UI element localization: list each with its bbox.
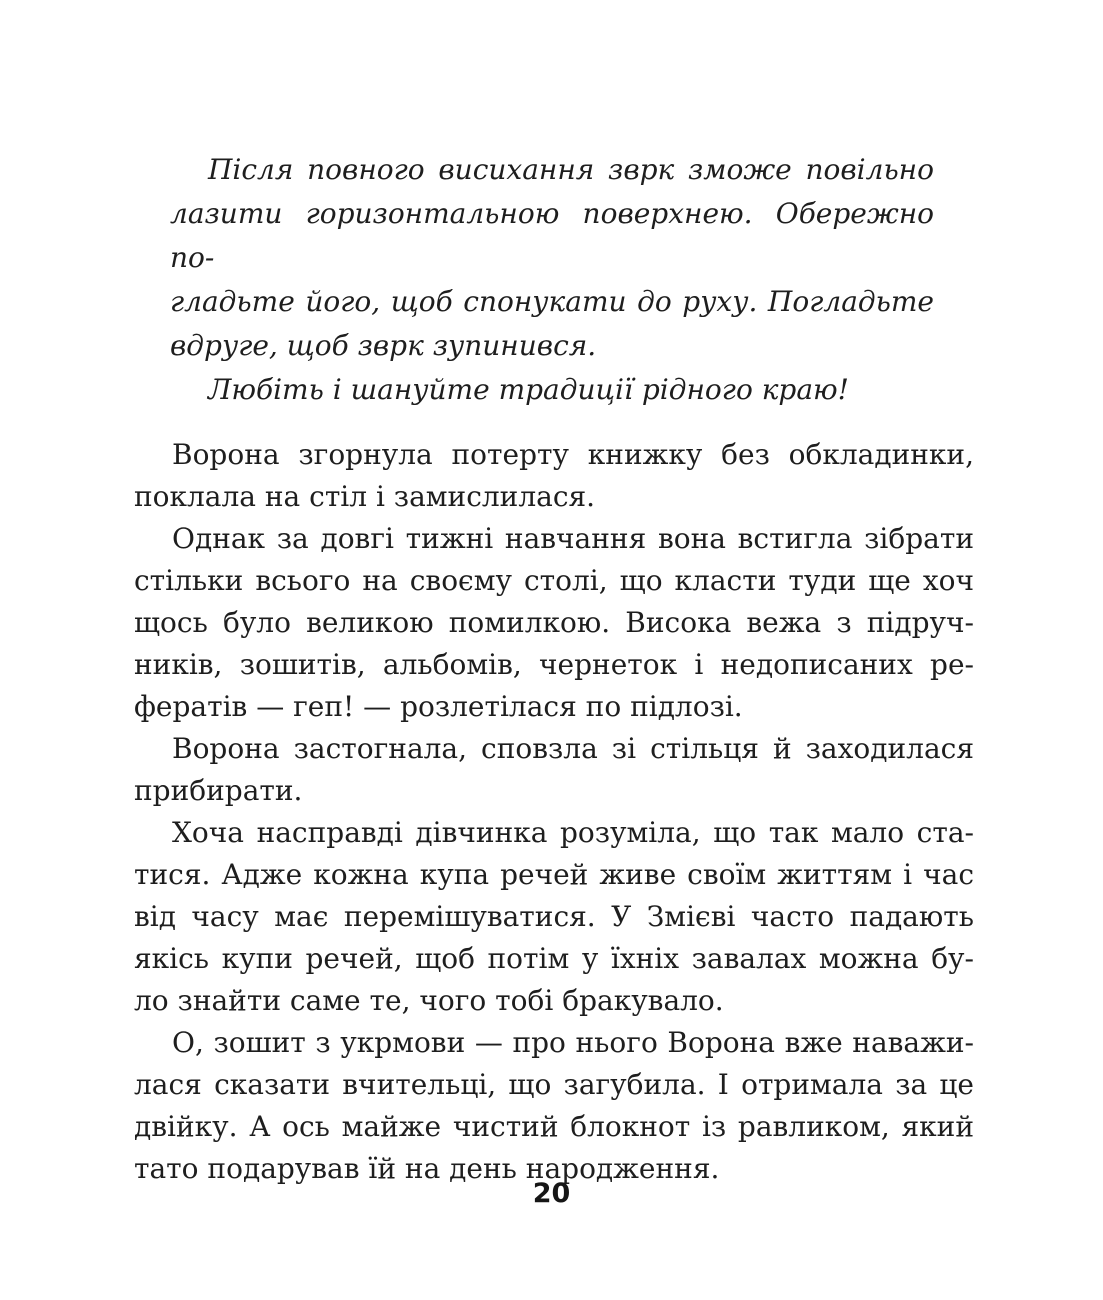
text-line: Хоча насправді дівчинка розуміла, що так мало ста- — [172, 816, 974, 849]
text-line: О, зошит з укрмови — про нього Ворона вже наважи- — [172, 1026, 974, 1059]
text-line: стільки всього на своєму столі, що класти туди ще хоч — [134, 564, 974, 597]
text-line: Після повного висихання зврк зможе повільно — [208, 153, 934, 186]
epigraph — [170, 148, 934, 412]
paragraph — [134, 812, 974, 1022]
text-line: Любіть і шануйте традиції рідного краю! — [208, 373, 849, 406]
text-line: прибирати. — [134, 774, 303, 807]
text-line: тато подарував їй на день народження. — [134, 1152, 720, 1185]
text-line: від часу має перемішуватися. У Змієві часто падають — [134, 900, 974, 933]
text-line: щось було великою помилкою. Висока вежа з підруч- — [134, 606, 974, 639]
text-line: ло знайти саме те, чого тобі бракувало. — [134, 984, 724, 1017]
text-line: Ворона згорнула потерту книжку без обкладинки, — [172, 438, 974, 471]
paragraph — [134, 434, 974, 518]
text-line: двійку. А ось майже чистий блокнот із равликом, який — [134, 1110, 974, 1143]
paragraph — [170, 368, 934, 412]
text-line: Однак за довгі тижні навчання вона встигла зібрати — [172, 522, 974, 555]
body-text — [134, 434, 974, 1190]
page-number: 20 — [532, 1178, 571, 1209]
text-line: лася сказати вчительці, що загубила. І отримала за це — [134, 1068, 974, 1101]
paragraph — [134, 1022, 974, 1190]
text-line: гладьте його, щоб спонукати до руху. Погладьте — [170, 285, 934, 318]
text-line: лазити горизонтальною поверхнею. Обережно по- — [170, 197, 934, 274]
text-line: Ворона застогнала, сповзла зі стільця й заходилася — [172, 732, 974, 765]
text-column — [134, 148, 974, 1190]
paragraph — [170, 148, 934, 368]
text-line: фератів — геп! — розлетілася по підлозі. — [134, 690, 743, 723]
text-line: ників, зошитів, альбомів, чернеток і недописаних ре- — [134, 648, 974, 681]
text-line: вдруге, щоб зврк зупинився. — [170, 329, 597, 362]
paragraph — [134, 728, 974, 812]
paragraph — [134, 518, 974, 728]
text-line: тися. Адже кожна купа речей живе своїм життям і час — [134, 858, 974, 891]
text-line: якісь купи речей, щоб потім у їхніх завалах можна бу- — [134, 942, 974, 975]
text-line: поклала на стіл і замислилася. — [134, 480, 596, 513]
